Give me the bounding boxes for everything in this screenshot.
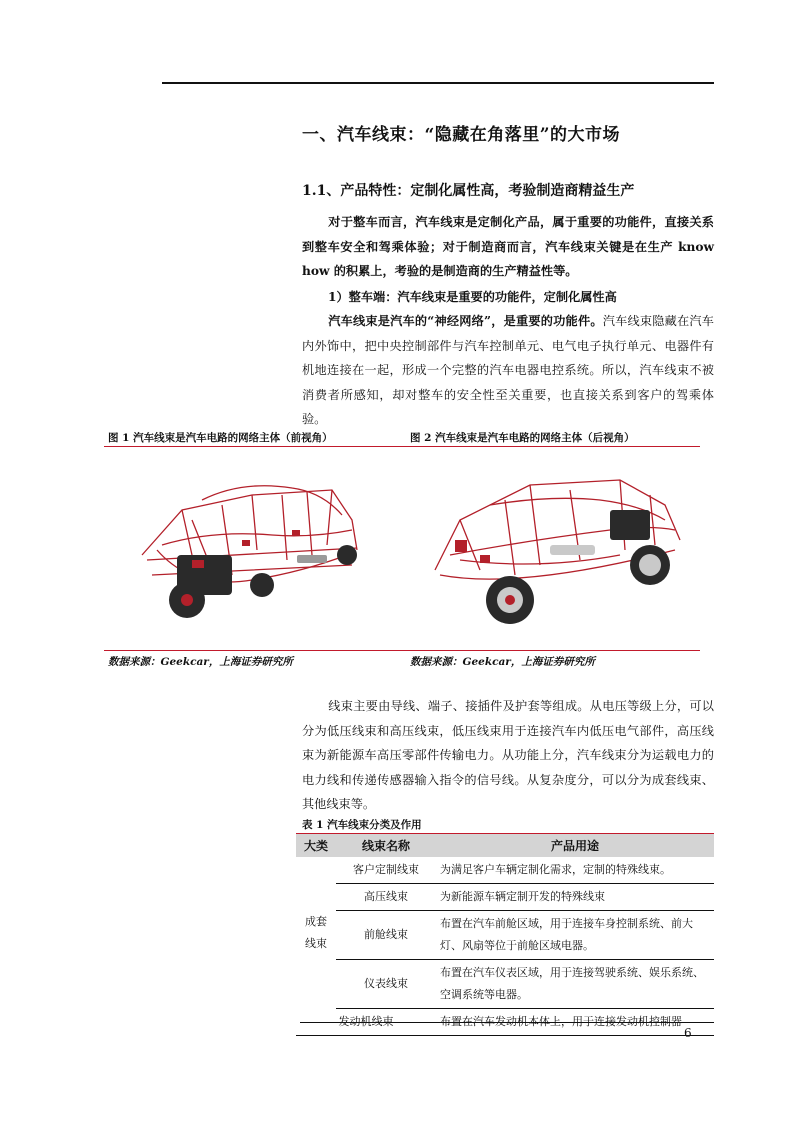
figure1-source: 数据来源：Geekcar，上海证券研究所 [108, 656, 293, 668]
section-title: 一、汽车线束：“隐藏在角落里”的大市场 [302, 125, 621, 145]
figure2-source: 数据来源：Geekcar，上海证券研究所 [410, 656, 595, 668]
group-label: 成套线束 [305, 914, 327, 950]
row-name: 客户定制线束 [336, 857, 436, 884]
table-caption: 表 1 汽车线束分类及作用 [302, 819, 422, 831]
figure1-harness-image [122, 460, 387, 640]
paragraph-composition-text: 线束主要由导线、端子、接插件及护套等组成。从电压等级上分，可以分为低压线束和高压线束，低压线束用于连接汽车内低压电气部件，高压线束为新能源车高压零部件传输电力。从功能上分，汽车线束分为运载电力的电力线和传递传感器输入指令的信号线。从复杂度分，可以分为成套线束、其他线束等。 [302, 699, 714, 812]
paragraph-body: 汽车线束隐藏在汽车内外饰中，把中央控制部件与汽车控制单元、电气电子执行单元、电器件有机地连接在一起，形成一个完整的汽车电器电控系统。所以，汽车线束不被消费者所感知，却对整车的安全性至关重要，也直接关系到客户的驾乘体验。 [302, 314, 714, 427]
header-name: 线束名称 [336, 834, 436, 857]
paragraph-subheading: 1）整车端：汽车线束是重要的功能件，定制化属性高 [328, 290, 617, 304]
table-row [296, 857, 714, 884]
header-category: 大类 [296, 834, 336, 857]
row-use: 为满足客户车辆定制化需求，定制的特殊线束。 [436, 857, 714, 884]
row-name: 仪表线束 [336, 960, 436, 1009]
figure1-caption: 图 1 汽车线束是汽车电路的网络主体（前视角） [108, 432, 333, 444]
subsection-title: 1.1、产品特性：定制化属性高，考验制造商精益生产 [302, 183, 635, 199]
table-row [296, 960, 714, 1009]
row-use: 布置在汽车发动机本体上，用于连接发动机控制器 [436, 1009, 714, 1036]
page-number: 6 [684, 1026, 692, 1040]
row-use: 布置在汽车仪表区域，用于连接驾驶系统、娱乐系统、空调系统等电器。 [436, 960, 714, 1009]
header-rule [162, 82, 714, 84]
row-name: 前舱线束 [336, 911, 436, 960]
figure2-harness-image [420, 460, 685, 640]
header-use: 产品用途 [436, 834, 714, 857]
table-header-row [296, 834, 714, 857]
paragraph-lead-bold: 汽车线束是汽车的“神经网络”，是重要的功能件。 [328, 314, 603, 328]
row-name: 发动机线束 [296, 1009, 436, 1036]
table-row [296, 884, 714, 911]
paragraph-vehicle-side [302, 309, 714, 432]
group-cell [296, 857, 336, 1009]
paragraph-composition [302, 694, 714, 817]
harness-table [296, 834, 714, 1036]
row-use: 布置在汽车前舱区域，用于连接车身控制系统、前大灯、风扇等位于前舱区域电器。 [436, 911, 714, 960]
footer-rule [300, 1022, 714, 1023]
table-row [296, 911, 714, 960]
paragraph-intro-text: 对于整车而言，汽车线束是定制化产品，属于重要的功能件，直接关系到整车安全和驾乘体验；对于制造商而言，汽车线束关键是在生产 know how 的积累上，考验的是制造商的生产精益性等。 [302, 215, 714, 279]
figure2-caption: 图 2 汽车线束是汽车电路的网络主体（后视角） [410, 432, 635, 444]
paragraph-intro [302, 210, 714, 284]
row-use: 为新能源车辆定制开发的特殊线束 [436, 884, 714, 911]
figure-bottom-rule [104, 650, 700, 651]
row-name: 高压线束 [336, 884, 436, 911]
figure-top-rule [104, 446, 700, 447]
